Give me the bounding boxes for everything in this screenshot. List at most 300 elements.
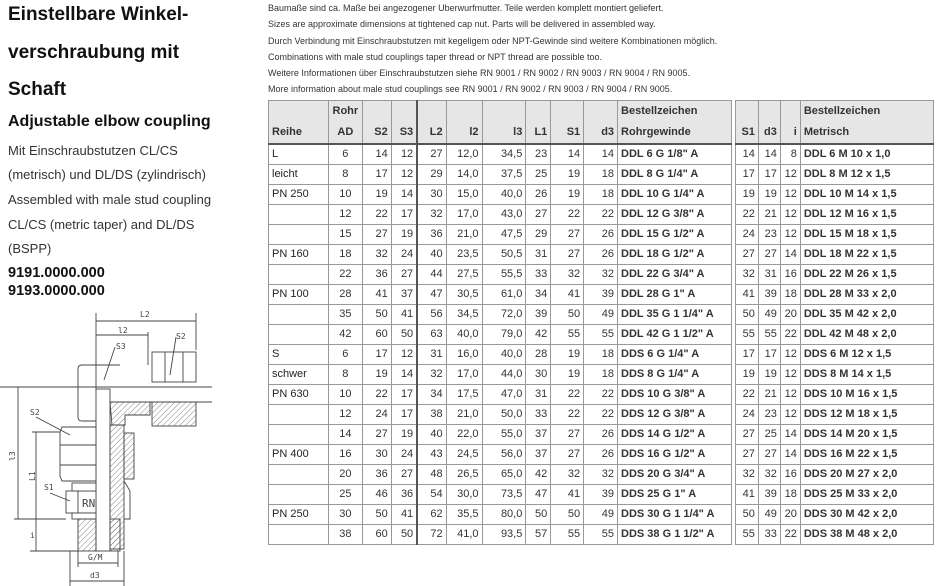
value-cell: 6 (328, 144, 362, 165)
value-cell: 30 (362, 445, 391, 465)
value-cell: 27 (391, 465, 417, 485)
table-row (269, 425, 732, 445)
table-row (736, 305, 934, 325)
value-cell: 22 (584, 385, 618, 405)
part-number: 9191.0000.000 (8, 265, 105, 281)
value-cell: 27 (391, 265, 417, 285)
value-cell: 22 (551, 205, 584, 225)
table-row (736, 345, 934, 365)
value-cell: 17 (736, 345, 759, 365)
value-cell: 18 (584, 345, 618, 365)
value-cell: 72 (417, 525, 446, 545)
order-code-cell: DDS 25 G 1" A (618, 485, 732, 505)
value-cell: 8 (328, 165, 362, 185)
value-cell: 22 (736, 205, 759, 225)
metric-order-code-cell: DDL 12 M 16 x 1,5 (800, 205, 933, 225)
metric-order-code-cell: DDS 8 M 14 x 1,5 (800, 365, 933, 385)
order-code-cell: DDS 6 G 1/4" A (618, 345, 732, 365)
value-cell: 12 (391, 345, 417, 365)
series-cell (269, 485, 329, 505)
value-cell: 22 (551, 405, 584, 425)
value-cell: 22 (584, 405, 618, 425)
value-cell: 40 (417, 245, 446, 265)
value-cell: 12 (780, 385, 800, 405)
value-cell: 62 (417, 505, 446, 525)
order-code-cell: DDL 8 G 1/4" A (618, 165, 732, 185)
note-line: Baumaße sind ca. Maße bei angezogener Uberwurfmutter. Teile werden komplett montiert geliefert. (268, 3, 664, 13)
value-cell: 49 (584, 305, 618, 325)
value-cell: 37 (391, 285, 417, 305)
header-s3: S3 (391, 121, 417, 144)
value-cell: 42 (526, 325, 551, 345)
header-l2: l2 (446, 121, 482, 144)
value-cell: 50 (736, 305, 759, 325)
dim-label-L1: L1 (28, 471, 37, 481)
table-row (736, 385, 934, 405)
metric-order-code-cell: DDS 20 M 27 x 2,0 (800, 465, 933, 485)
value-cell: 44,0 (482, 365, 526, 385)
value-cell: 21,0 (446, 225, 482, 245)
value-cell: 25 (758, 425, 780, 445)
value-cell: 38 (417, 405, 446, 425)
value-cell: 41 (391, 305, 417, 325)
value-cell: 14 (584, 144, 618, 165)
value-cell: 56,0 (482, 445, 526, 465)
value-cell: 27 (551, 445, 584, 465)
series-cell (269, 225, 329, 245)
value-cell: 40,0 (482, 185, 526, 205)
value-cell: 6 (328, 345, 362, 365)
header-s1: S1 (551, 121, 584, 144)
header-ad: AD (328, 121, 362, 144)
header-metric-d3: d3 (758, 121, 780, 144)
value-cell: 32 (736, 465, 759, 485)
value-cell: 17 (391, 405, 417, 425)
value-cell: 17,5 (446, 385, 482, 405)
table-row (269, 285, 732, 305)
order-code-cell: DDL 42 G 1 1/2" A (618, 325, 732, 345)
value-cell: 37,5 (482, 165, 526, 185)
value-cell: 34 (526, 285, 551, 305)
value-cell: 27 (551, 225, 584, 245)
value-cell: 22 (328, 265, 362, 285)
value-cell: 14 (780, 425, 800, 445)
value-cell: 29 (526, 225, 551, 245)
value-cell: 31 (526, 245, 551, 265)
value-cell: 30 (526, 365, 551, 385)
value-cell: 23 (526, 144, 551, 165)
value-cell: 14 (362, 144, 391, 165)
value-cell: 79,0 (482, 325, 526, 345)
value-cell: 38 (328, 525, 362, 545)
order-code-cell: DDS 8 G 1/4" A (618, 365, 732, 385)
value-cell: 26 (584, 245, 618, 265)
metric-order-code-cell: DDL 18 M 22 x 1,5 (800, 245, 933, 265)
header-metric-metrisch: Metrisch (800, 121, 933, 144)
value-cell: 33 (526, 405, 551, 425)
header-d3: d3 (584, 121, 618, 144)
value-cell: 33 (526, 265, 551, 285)
description-line: CL/CS (metric taper) and DL/DS (8, 217, 195, 232)
table-row (269, 245, 732, 265)
value-cell: 32 (417, 205, 446, 225)
value-cell: 46 (362, 485, 391, 505)
header-l2-upper: L2 (417, 121, 446, 144)
value-cell: 47,5 (482, 225, 526, 245)
metric-order-code-cell: DDS 10 M 16 x 1,5 (800, 385, 933, 405)
value-cell: 49 (758, 305, 780, 325)
product-title-line-1: Einstellbare Winkel- (8, 4, 189, 25)
value-cell: 21,0 (446, 405, 482, 425)
value-cell: 15 (328, 225, 362, 245)
series-cell: PN 160 (269, 245, 329, 265)
metric-order-code-cell: DDS 6 M 12 x 1,5 (800, 345, 933, 365)
value-cell: 44 (417, 265, 446, 285)
header-l1: L1 (526, 121, 551, 144)
value-cell: 50 (736, 505, 759, 525)
value-cell: 14 (328, 425, 362, 445)
metric-order-code-cell: DDS 16 M 22 x 1,5 (800, 445, 933, 465)
metric-order-code-cell: DDL 28 M 33 x 2,0 (800, 285, 933, 305)
table-row (269, 144, 732, 165)
value-cell: 43 (417, 445, 446, 465)
value-cell: 36 (417, 225, 446, 245)
table-row (736, 165, 934, 185)
value-cell: 47,0 (482, 385, 526, 405)
dim-label-GM: G/M (88, 553, 103, 562)
value-cell: 14,0 (446, 165, 482, 185)
header-s2: S2 (362, 121, 391, 144)
value-cell: 19 (551, 165, 584, 185)
order-code-cell: DDL 15 G 1/2" A (618, 225, 732, 245)
metric-order-code-cell: DDS 25 M 33 x 2,0 (800, 485, 933, 505)
value-cell: 33 (758, 525, 780, 545)
table-row (736, 505, 934, 525)
value-cell: 55 (584, 325, 618, 345)
value-cell: 41 (551, 485, 584, 505)
value-cell: 54 (417, 485, 446, 505)
value-cell: 10 (328, 385, 362, 405)
value-cell: 17 (736, 165, 759, 185)
value-cell: 50 (362, 305, 391, 325)
value-cell: 65,0 (482, 465, 526, 485)
table-row (736, 525, 934, 545)
metric-order-code-cell: DDS 12 M 18 x 1,5 (800, 405, 933, 425)
value-cell: 19 (391, 425, 417, 445)
value-cell: 17 (362, 165, 391, 185)
value-cell: 72,0 (482, 305, 526, 325)
value-cell: 26,5 (446, 465, 482, 485)
value-cell: 61,0 (482, 285, 526, 305)
header-metric-i: i (780, 121, 800, 144)
table-row (269, 305, 732, 325)
value-cell: 14 (736, 144, 759, 165)
value-cell: 16 (328, 445, 362, 465)
value-cell: 42 (526, 465, 551, 485)
value-cell: 34,5 (482, 144, 526, 165)
order-code-cell: DDS 12 G 3/8" A (618, 405, 732, 425)
note-line: Weitere Informationen über Einschraubstutzen siehe RN 9001 / RN 9002 / RN 9003 / RN 9004 / RN 9005. (268, 68, 691, 78)
value-cell: 39 (584, 285, 618, 305)
dim-label-S2-side: S2 (30, 408, 40, 417)
metric-order-code-cell: DDL 42 M 48 x 2,0 (800, 325, 933, 345)
value-cell: 27 (362, 425, 391, 445)
value-cell: 12 (780, 405, 800, 425)
series-cell: S (269, 345, 329, 365)
metric-order-code-cell: DDL 15 M 18 x 1,5 (800, 225, 933, 245)
table-row (269, 465, 732, 485)
header-metric-s1: S1 (736, 121, 759, 144)
value-cell: 60 (362, 525, 391, 545)
value-cell: 41 (391, 505, 417, 525)
table-row (736, 465, 934, 485)
header-reihe: Reihe (269, 121, 329, 144)
header-l3: l3 (482, 121, 526, 144)
series-cell: PN 630 (269, 385, 329, 405)
value-cell: 41 (736, 285, 759, 305)
value-cell: 14 (391, 185, 417, 205)
value-cell: 50 (391, 525, 417, 545)
value-cell: 19 (758, 185, 780, 205)
description-line: (metrisch) und DL/DS (zylindrisch) (8, 167, 206, 182)
value-cell: 32 (551, 265, 584, 285)
value-cell: 12 (780, 365, 800, 385)
series-cell (269, 525, 329, 545)
value-cell: 34 (417, 385, 446, 405)
value-cell: 19 (758, 365, 780, 385)
value-cell: 18 (584, 185, 618, 205)
value-cell: 22 (780, 325, 800, 345)
dim-label-l3: l3 (8, 451, 17, 461)
value-cell: 80,0 (482, 505, 526, 525)
value-cell: 20 (780, 305, 800, 325)
value-cell: 15,0 (446, 185, 482, 205)
series-cell (269, 305, 329, 325)
product-title-line-3: Schaft (8, 79, 67, 100)
metric-order-code-cell: DDS 38 M 48 x 2,0 (800, 525, 933, 545)
table-row (269, 405, 732, 425)
value-cell: 41 (736, 485, 759, 505)
order-code-cell: DDS 16 G 1/2" A (618, 445, 732, 465)
value-cell: 23 (758, 225, 780, 245)
value-cell: 32 (584, 465, 618, 485)
table-row (736, 425, 934, 445)
table-row (736, 405, 934, 425)
order-code-cell: DDS 14 G 1/2" A (618, 425, 732, 445)
value-cell: 22 (736, 385, 759, 405)
value-cell: 31 (526, 385, 551, 405)
table-row (269, 505, 732, 525)
value-cell: 32 (584, 265, 618, 285)
value-cell: 23,5 (446, 245, 482, 265)
value-cell: 34,5 (446, 305, 482, 325)
value-cell: 14 (391, 365, 417, 385)
value-cell: 16,0 (446, 345, 482, 365)
value-cell: 50 (362, 505, 391, 525)
value-cell: 17 (758, 165, 780, 185)
value-cell: 28 (328, 285, 362, 305)
value-cell: 57 (526, 525, 551, 545)
value-cell: 18 (584, 165, 618, 185)
value-cell: 55 (551, 525, 584, 545)
order-code-cell: DDL 22 G 3/4" A (618, 265, 732, 285)
order-code-cell: DDL 28 G 1" A (618, 285, 732, 305)
value-cell: 30 (328, 505, 362, 525)
value-cell: 24 (362, 405, 391, 425)
metric-order-code-cell: DDL 35 M 42 x 2,0 (800, 305, 933, 325)
table-row (269, 165, 732, 185)
value-cell: 12 (780, 205, 800, 225)
part-number: 9193.0000.000 (8, 283, 105, 299)
order-code-cell: DDL 12 G 3/8" A (618, 205, 732, 225)
value-cell: 31 (758, 265, 780, 285)
value-cell: 32 (551, 465, 584, 485)
series-cell: PN 100 (269, 285, 329, 305)
value-cell: 24 (736, 225, 759, 245)
table-row (269, 385, 732, 405)
value-cell: 73,5 (482, 485, 526, 505)
dim-label-d3: d3 (90, 571, 100, 580)
value-cell: 25 (526, 165, 551, 185)
value-cell: 24 (391, 445, 417, 465)
header-bestellzeichen: Bestellzeichen (618, 101, 732, 122)
value-cell: 19 (736, 365, 759, 385)
value-cell: 27 (551, 425, 584, 445)
order-code-cell: DDS 30 G 1 1/4" A (618, 505, 732, 525)
value-cell: 27 (758, 445, 780, 465)
value-cell: 14 (551, 144, 584, 165)
value-cell: 17 (758, 345, 780, 365)
dim-label-S2-top: S2 (176, 332, 186, 341)
value-cell: 19 (391, 225, 417, 245)
value-cell: 19 (551, 185, 584, 205)
description-line: Assembled with male stud coupling (8, 192, 212, 207)
table-row (269, 345, 732, 365)
value-cell: 27 (736, 245, 759, 265)
value-cell: 49 (584, 505, 618, 525)
dimensions-table (268, 100, 732, 545)
value-cell: 43,0 (482, 205, 526, 225)
value-cell: 17,0 (446, 365, 482, 385)
value-cell: 41 (551, 285, 584, 305)
value-cell: 19 (736, 185, 759, 205)
value-cell: 12 (780, 185, 800, 205)
metric-order-code-cell: DDL 8 M 12 x 1,5 (800, 165, 933, 185)
value-cell: 60 (362, 325, 391, 345)
metric-order-table (735, 100, 934, 545)
series-cell (269, 325, 329, 345)
table-row (736, 365, 934, 385)
value-cell: 8 (780, 144, 800, 165)
value-cell: 26 (584, 225, 618, 245)
value-cell: 27,5 (446, 265, 482, 285)
series-cell: L (269, 144, 329, 165)
value-cell: 22 (780, 525, 800, 545)
value-cell: 24 (736, 405, 759, 425)
table-row (269, 445, 732, 465)
value-cell: 93,5 (482, 525, 526, 545)
value-cell: 55 (758, 325, 780, 345)
order-code-cell: DDS 20 G 3/4" A (618, 465, 732, 485)
value-cell: 55 (584, 525, 618, 545)
series-cell: PN 250 (269, 185, 329, 205)
value-cell: 27 (362, 225, 391, 245)
value-cell: 14 (780, 245, 800, 265)
value-cell: 50,5 (482, 245, 526, 265)
value-cell: 23 (758, 405, 780, 425)
value-cell: 24,5 (446, 445, 482, 465)
value-cell: 12 (780, 345, 800, 365)
value-cell: 8 (328, 365, 362, 385)
value-cell: 22 (362, 385, 391, 405)
table-row (736, 225, 934, 245)
value-cell: 19 (551, 345, 584, 365)
order-code-cell: DDL 10 G 1/4" A (618, 185, 732, 205)
table-row (736, 485, 934, 505)
header-bestellzeichen-metric: Bestellzeichen (800, 101, 933, 122)
value-cell: 27 (551, 245, 584, 265)
value-cell: 50,0 (482, 405, 526, 425)
value-cell: 18 (780, 485, 800, 505)
description-line: (BSPP) (8, 241, 52, 256)
value-cell: 19 (551, 365, 584, 385)
value-cell: 40,0 (482, 345, 526, 365)
value-cell: 50 (526, 505, 551, 525)
value-cell: 50 (551, 305, 584, 325)
value-cell: 20 (328, 465, 362, 485)
value-cell: 31 (417, 345, 446, 365)
dim-label-S3: S3 (116, 342, 126, 351)
value-cell: 35 (328, 305, 362, 325)
series-cell (269, 425, 329, 445)
value-cell: 48 (417, 465, 446, 485)
value-cell: 25 (328, 485, 362, 505)
value-cell: 55,0 (482, 425, 526, 445)
value-cell: 30,0 (446, 485, 482, 505)
order-code-cell: DDL 35 G 1 1/4" A (618, 305, 732, 325)
table-row (736, 325, 934, 345)
series-cell: PN 250 (269, 505, 329, 525)
note-line: Combinations with male stud couplings taper thread or NPT thread are possible too. (268, 52, 603, 62)
value-cell: 40,0 (446, 325, 482, 345)
value-cell: 32 (758, 465, 780, 485)
value-cell: 17 (362, 345, 391, 365)
value-cell: 10 (328, 185, 362, 205)
product-subtitle: Adjustable elbow coupling (8, 113, 211, 130)
value-cell: 17 (391, 385, 417, 405)
header-rohrgewinde: Rohrgewinde (618, 121, 732, 144)
series-cell (269, 465, 329, 485)
series-cell (269, 205, 329, 225)
table-row (269, 265, 732, 285)
table-row (736, 205, 934, 225)
series-cell: leicht (269, 165, 329, 185)
table-row (736, 185, 934, 205)
value-cell: 47 (417, 285, 446, 305)
value-cell: 12 (780, 225, 800, 245)
value-cell: 28 (526, 345, 551, 365)
header-blank (269, 101, 329, 122)
order-code-cell: DDS 38 G 1 1/2" A (618, 525, 732, 545)
value-cell: 12 (328, 205, 362, 225)
value-cell: 18 (328, 245, 362, 265)
value-cell: 12 (780, 165, 800, 185)
value-cell: 27 (736, 425, 759, 445)
value-cell: 17 (391, 205, 417, 225)
value-cell: 39 (584, 485, 618, 505)
rn-label: RN (82, 497, 96, 510)
value-cell: 47 (526, 485, 551, 505)
